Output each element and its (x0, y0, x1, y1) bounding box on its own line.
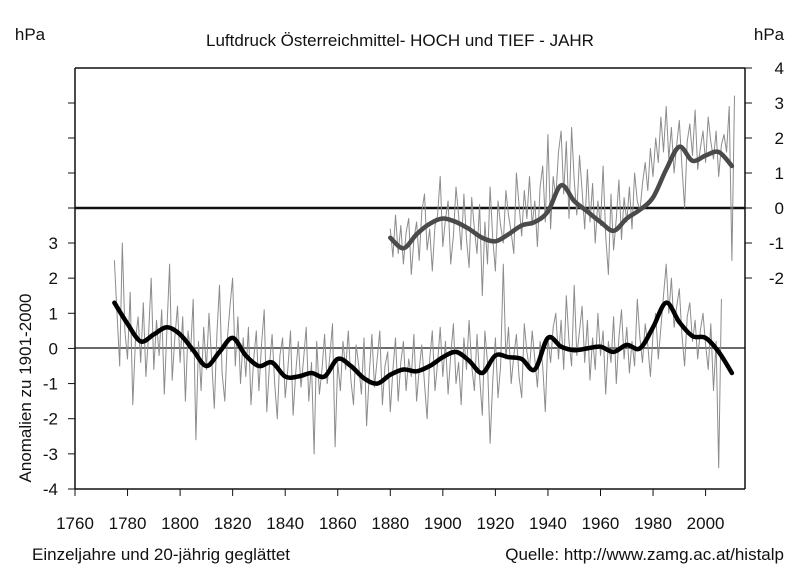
left-tick-label: 3 (48, 234, 58, 253)
footnote-left: Einzeljahre und 20-jährig geglättet (32, 545, 291, 564)
right-tick-label: 1 (774, 164, 784, 183)
left-unlabeled-ticks (68, 103, 75, 208)
left-tick-label: -3 (42, 444, 58, 464)
x-tick-label: 1900 (423, 514, 462, 533)
x-tick-label: 2000 (686, 514, 725, 533)
left-tick-label: 2 (48, 269, 58, 289)
left-y-ticks (43, 234, 75, 499)
right-tick-label: 2 (774, 129, 784, 148)
footnote-right: Quelle: http://www.zamg.ac.at/histalp (505, 545, 784, 564)
lower-smoothed-series-line (114, 303, 732, 384)
left-tick-label: -4 (42, 480, 58, 499)
x-axis-ticks (56, 489, 724, 533)
left-unit-label: hPa (14, 25, 46, 44)
left-tick-label: 1 (48, 304, 58, 324)
upper-smoothed-series-line (390, 147, 732, 249)
x-tick-label: 1760 (56, 514, 94, 533)
upper-annual-series-line (390, 96, 734, 296)
x-tick-label: 1860 (318, 514, 357, 533)
x-tick-label: 1980 (634, 514, 672, 533)
x-tick-label: 1920 (476, 514, 515, 533)
x-tick-label: 1800 (161, 514, 200, 533)
right-tick-label: 0 (774, 199, 784, 218)
left-tick-label: -2 (42, 409, 58, 429)
lower-annual-series-line (114, 243, 721, 468)
x-tick-label: 1820 (213, 514, 252, 533)
series-layer (114, 96, 734, 468)
x-tick-label: 1780 (108, 514, 147, 533)
right-tick-label: -1 (768, 234, 784, 253)
left-tick-label: 0 (48, 339, 58, 359)
y-axis-label: Anomalien zu 1901-2000 (16, 293, 35, 483)
right-tick-label: 4 (774, 59, 784, 78)
x-tick-label: 1880 (371, 514, 410, 533)
x-tick-label: 1960 (581, 514, 620, 533)
right-y-ticks (745, 59, 784, 288)
left-tick-label: -1 (42, 374, 58, 394)
x-tick-label: 1840 (266, 514, 305, 533)
chart-title: Luftdruck Österreichmittel- HOCH und TIEF - JAHR (206, 31, 594, 50)
right-tick-label: -2 (768, 269, 784, 288)
x-tick-label: 1940 (529, 514, 567, 533)
right-tick-label: 3 (774, 94, 784, 113)
right-unit-label: hPa (753, 25, 785, 44)
